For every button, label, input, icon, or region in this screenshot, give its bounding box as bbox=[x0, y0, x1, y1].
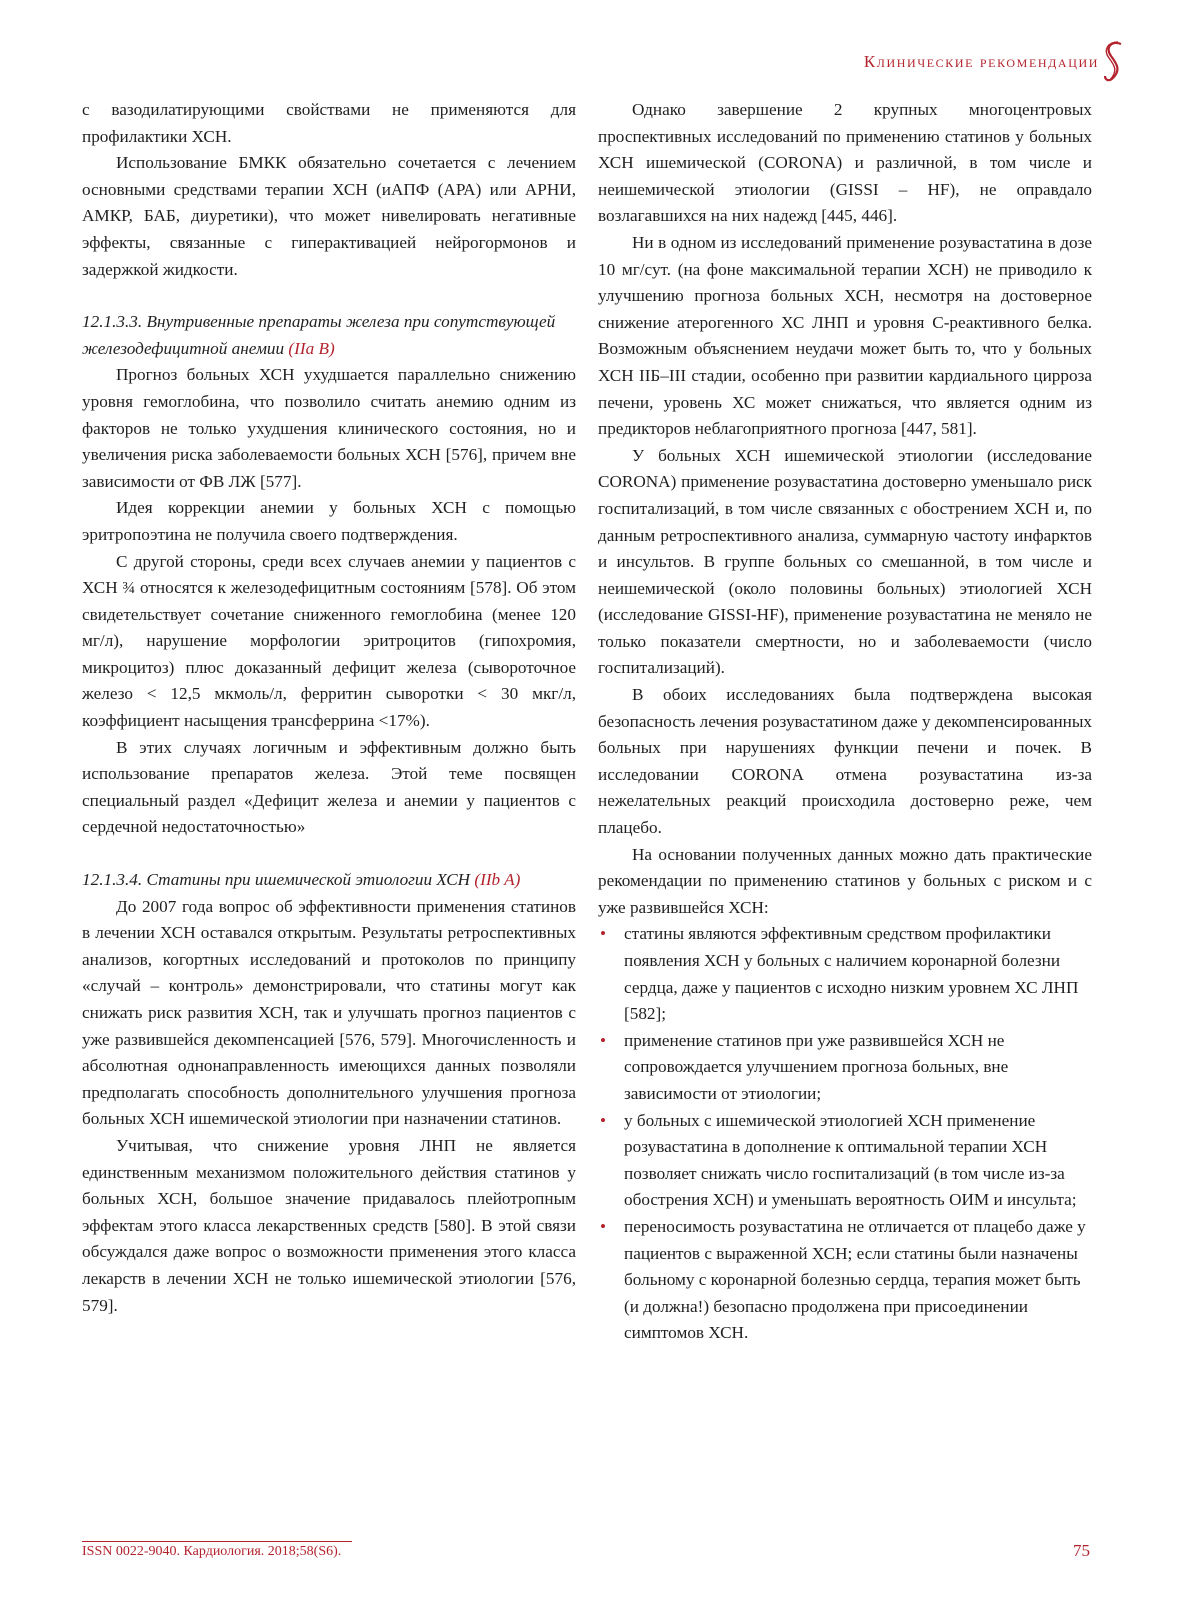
paragraph: с вазодилатирующими свойствами не применяются для профилактики ХСН. bbox=[82, 100, 576, 146]
paragraph: На основании полученных данных можно дать практические рекомендации по применению статинов у больных с риском и с уже развившейся ХСН: bbox=[598, 844, 1092, 917]
left-column bbox=[82, 97, 576, 1319]
paragraph: В обоих исследованиях была подтверждена высокая безопасность лечения розувастатином даже у декомпенсированных больных при нарушениях функции печени и почек. В исследовании CORONA отмена розувастатина из-за нежелательных реакций происходила достоверно реже, чем плацебо. bbox=[598, 685, 1092, 838]
recommendation-list bbox=[598, 921, 1092, 1347]
section-heading-12-1-3-3 bbox=[82, 309, 576, 362]
paragraph: Прогноз больных ХСН ухудшается параллельно снижению уровня гемоглобина, что позволило считать анемию одним из факторов не только ухудшения клинического состояния, но и увеличения риска заболеваемости больных ХСН [576], причем вне зависимости от ФВ ЛЖ [577]. bbox=[82, 365, 576, 491]
paragraph: Ни в одном из исследований применение розувастатина в дозе 10 мг/сут. (на фоне максимальной терапии ХСН) не приводило к улучшению прогноза больных ХСН, несмотря на достоверное снижение атерогенного ХС ЛНП и уровня С-реактивного белка. Возможным объяснением неудачи может быть то, что у больных ХСН IIБ–III стадии, особенно при развитии кардиального цирроза печени, уровень ХС может снижаться, что является одним из предикторов неблагоприятного прогноза [447, 581]. bbox=[598, 232, 1092, 439]
paragraph: Использование БМКК обязательно сочетается с лечением основными средствами терапии ХСН (иАПФ (АРА) или АРНИ, АМКР, БАБ, диуретики), что может нивелировать негативные эффекты, связанные с гиперактивацией нейрогормонов и задержкой жидкости. bbox=[82, 153, 576, 279]
list-item: • переносимость розувастатина не отличается от плацебо даже у пациентов с выраженной ХСН; если статины были назначены больному с коронарной болезнью сердца, терапия может быть (и должна!) безопасно продолжена при присоединении симптомов ХСН. bbox=[598, 1214, 1092, 1347]
paragraph: Однако завершение 2 крупных многоцентровых проспективных исследований по применению статинов у больных ХСН ишемической (CORONA) и различной, в том числе и неишемической этиологии (GISSI – HF), не оправдало возлагавшихся на них надежд [445, 446]. bbox=[598, 100, 1092, 226]
section-heading-12-1-3-4 bbox=[82, 867, 576, 894]
journal-s-logo-icon bbox=[1099, 38, 1129, 86]
footer-citation: ISSN 0022-9040. Кардиология. 2018;58(S6). bbox=[82, 1544, 342, 1559]
paragraph: Идея коррекции анемии у больных ХСН с помощью эритропоэтина не получила своего подтверждения. bbox=[82, 498, 576, 544]
right-column bbox=[598, 97, 1092, 1347]
evidence-level: (IIa B) bbox=[288, 338, 335, 358]
paragraph: Учитывая, что снижение уровня ЛНП не является единственным механизмом положительного действия статинов у больных ХСН, большое значение придавалось плейотропным эффектам этого класса лекарственных средств [580]. В этой связи обсуждался даже вопрос о возможности применения этого класса лекарств в лечении ХСН не только ишемической этиологии [576, 579]. bbox=[82, 1135, 576, 1315]
paragraph: У больных ХСН ишемической этиологии (исследование CORONA) применение розувастатина достоверно уменьшало риск госпитализаций, в том числе связанных с обострением ХСН и, по данным ретроспективного анализа, суммарную частоту инфарктов и инсультов. В группе больных со смешанной, в том числе и неишемической (около половины больных) этиологией ХСН (исследование GISSI-HF), применение розувастатина не меняло не только показатели смертности, но и заболеваемости (число госпитализаций). bbox=[598, 445, 1092, 678]
paragraph: В этих случаях логичным и эффективным должно быть использование препаратов железа. Этой теме посвящен специальный раздел «Дефицит железа и анемии у пациентов с сердечной недостаточностью» bbox=[82, 737, 576, 837]
evidence-level: (IIb A) bbox=[474, 870, 521, 890]
header-title: Клинические рекомендации bbox=[863, 52, 1099, 71]
section-heading-text: 12.1.3.4. Статины при ишемической этиологии ХСН bbox=[82, 870, 471, 890]
footer-divider bbox=[82, 1541, 352, 1542]
list-item: • у больных с ишемической этиологией ХСН применение розувастатина в дополнение к оптимальной терапии ХСН позволяет снижать число госпитализаций (в том числе из-за обострения ХСН) и уменьшать вероятность ОИМ и инсульта; bbox=[598, 1108, 1092, 1214]
paragraph: С другой стороны, среди всех случаев анемии у пациентов с ХСН ¾ относятся к железодефицитным состояниям [578]. Об этом свидетельствует сочетание сниженного гемоглобина (менее 120 мг/л), нарушение морфологии эритроцитов (гипохромия, микроцитоз) плюс доказанный дефицит железа (сывороточное железо < 12,5 мкмоль/л, ферритин сыворотки < 30 мкг/л, коэффициент насыщения трансферрина <17%). bbox=[82, 551, 576, 731]
paragraph: До 2007 года вопрос об эффективности применения статинов в лечении ХСН оставался открытым. Результаты ретроспективных анализов, когортных исследований и протоколов по принципу «случай – контроль» демонстрировали, что статины могут как снижать риск развития ХСН, так и улучшать прогноз пациентов с уже развившейся декомпенсацией [576, 579]. Многочисленность и абсолютная однонаправленность имеющихся данных позволяли предполагать способность дополнительного улучшения прогноза больных ХСН ишемической этиологии при назначении статинов. bbox=[82, 896, 576, 1129]
page-number: 75 bbox=[1073, 1541, 1090, 1560]
list-item: • статины являются эффективным средством профилактики появления ХСН у больных с наличием коронарной болезни сердца, даже у пациентов с исходно низким уровнем ХС ЛНП [582]; bbox=[598, 921, 1092, 1027]
page-header bbox=[864, 42, 1099, 82]
list-item: • применение статинов при уже развившейся ХСН не сопровождается улучшением прогноза больных, вне зависимости от этиологии; bbox=[598, 1028, 1092, 1108]
section-heading-text: 12.1.3.3. Внутривенные препараты железа при сопутствующей железодефицитной анемии bbox=[82, 312, 556, 358]
